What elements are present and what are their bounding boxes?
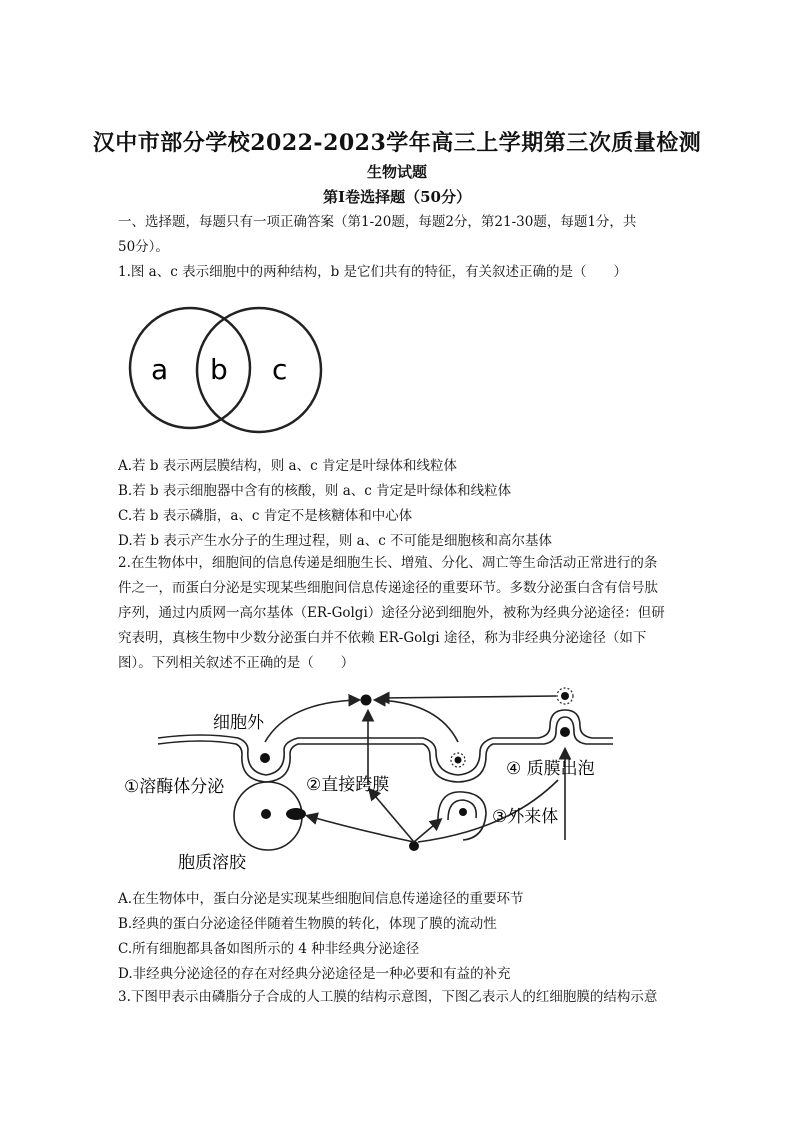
q2-line-3: 序列，通过内质网一高尔基体（ER-Golgi）途径分泌到细胞外，被称为经典分泌途径：但研 (118, 605, 665, 621)
q2-line-5: 图）。下列相关叙述不正确的是（ ） (118, 655, 355, 671)
secreted-protein-1 (260, 753, 270, 763)
section-title: 第Ⅰ卷选择题（50分） (323, 188, 471, 206)
q1-option-c: C.若 b 表示磷脂，a、c 肯定不是核糖体和中心体 (118, 508, 413, 524)
instructions-line-2: 50分）。 (118, 239, 169, 255)
q2-option-a: A.在生物体中，蛋白分泌是实现某些细胞间信息传递途径的重要环节 (118, 891, 524, 907)
q2-line-4: 究表明，真核生物中少数分泌蛋白并不依赖 ER-Golgi 途径，称为非经典分泌途径（如下 (118, 630, 647, 646)
q1-option-d: D.若 b 表示产生水分子的生理过程，则 a、c 不可能是细胞核和高尔基体 (118, 533, 553, 549)
q2-option-b: B.经典的蛋白分泌途径伴随着生物膜的转化，体现了膜的流动性 (118, 916, 497, 932)
extracellular-protein (361, 695, 372, 706)
label-cytosol: 胞质溶胶 (178, 853, 246, 873)
label-extracellular: 细胞外 (213, 713, 264, 733)
q2-option-c: C.所有细胞都具备如图所示的 4 种非经典分泌途径 (118, 941, 420, 957)
label-exosome: ③外来体 (492, 807, 559, 827)
lysosome-protein (261, 809, 271, 819)
cytosolic-protein (409, 841, 419, 851)
venn-label-c: c (272, 353, 288, 386)
bleb-core (561, 692, 569, 700)
venn-label-b: b (210, 353, 228, 386)
label-lysosome-secretion: ①溶酶体分泌 (124, 777, 225, 797)
subject-title: 生物试题 (366, 163, 427, 181)
instructions-line-1: 一、选择题，每题只有一项正确答案（第1-20题，每题2分，第21-30题，每题1分，共 (118, 214, 637, 230)
question-3-stem: 3.下图甲表示由磷脂分子合成的人工膜的结构示意图，下图乙表示人的红细胞膜的结构示意 (118, 989, 658, 1005)
exosome-core (455, 757, 462, 764)
venn-circle-left (130, 308, 250, 428)
transporter-icon (286, 808, 306, 820)
label-direct-translocation: ②直接跨膜 (306, 775, 390, 795)
q2-line-1: 2.在生物体中，细胞间的信息传递是细胞生长、增殖、分化、凋亡等生命活动正常进行的条 (118, 555, 658, 571)
mvb-protein (459, 808, 467, 816)
q1-option-a: A.若 b 表示两层膜结构，则 a、c 肯定是叶绿体和线粒体 (118, 458, 457, 474)
secretion-diagram (118, 680, 618, 880)
label-membrane-blebbing: ④ 质膜出泡 (506, 759, 595, 779)
q2-line-2: 件之一，而蛋白分泌是实现某些细胞间信息传递途径的重要环节。多数分泌蛋白含有信号肽 (118, 580, 658, 596)
exam-title: 汉中市部分学校2022-2023学年高三上学期第三次质量检测 (92, 130, 702, 156)
venn-label-a: a (151, 353, 169, 386)
arrow-to-lysosome (308, 816, 414, 842)
arrow-exosome-out (376, 700, 458, 742)
arrow-bleb-out (380, 696, 556, 698)
q1-option-b: B.若 b 表示细胞器中含有的核酸，则 a、c 肯定是叶绿体和线粒体 (118, 483, 512, 499)
arrow-lysosome-out (265, 700, 358, 742)
bleb-protein (560, 727, 570, 737)
question-1-stem: 1.图 a、c 表示细胞中的两种结构，b 是它们共有的特征，有关叙述正确的是（ ） (118, 264, 628, 280)
q2-option-d: D.非经典分泌途径的存在对经典分泌途径是一种必要和有益的补充 (118, 966, 511, 982)
venn-diagram (126, 305, 326, 437)
